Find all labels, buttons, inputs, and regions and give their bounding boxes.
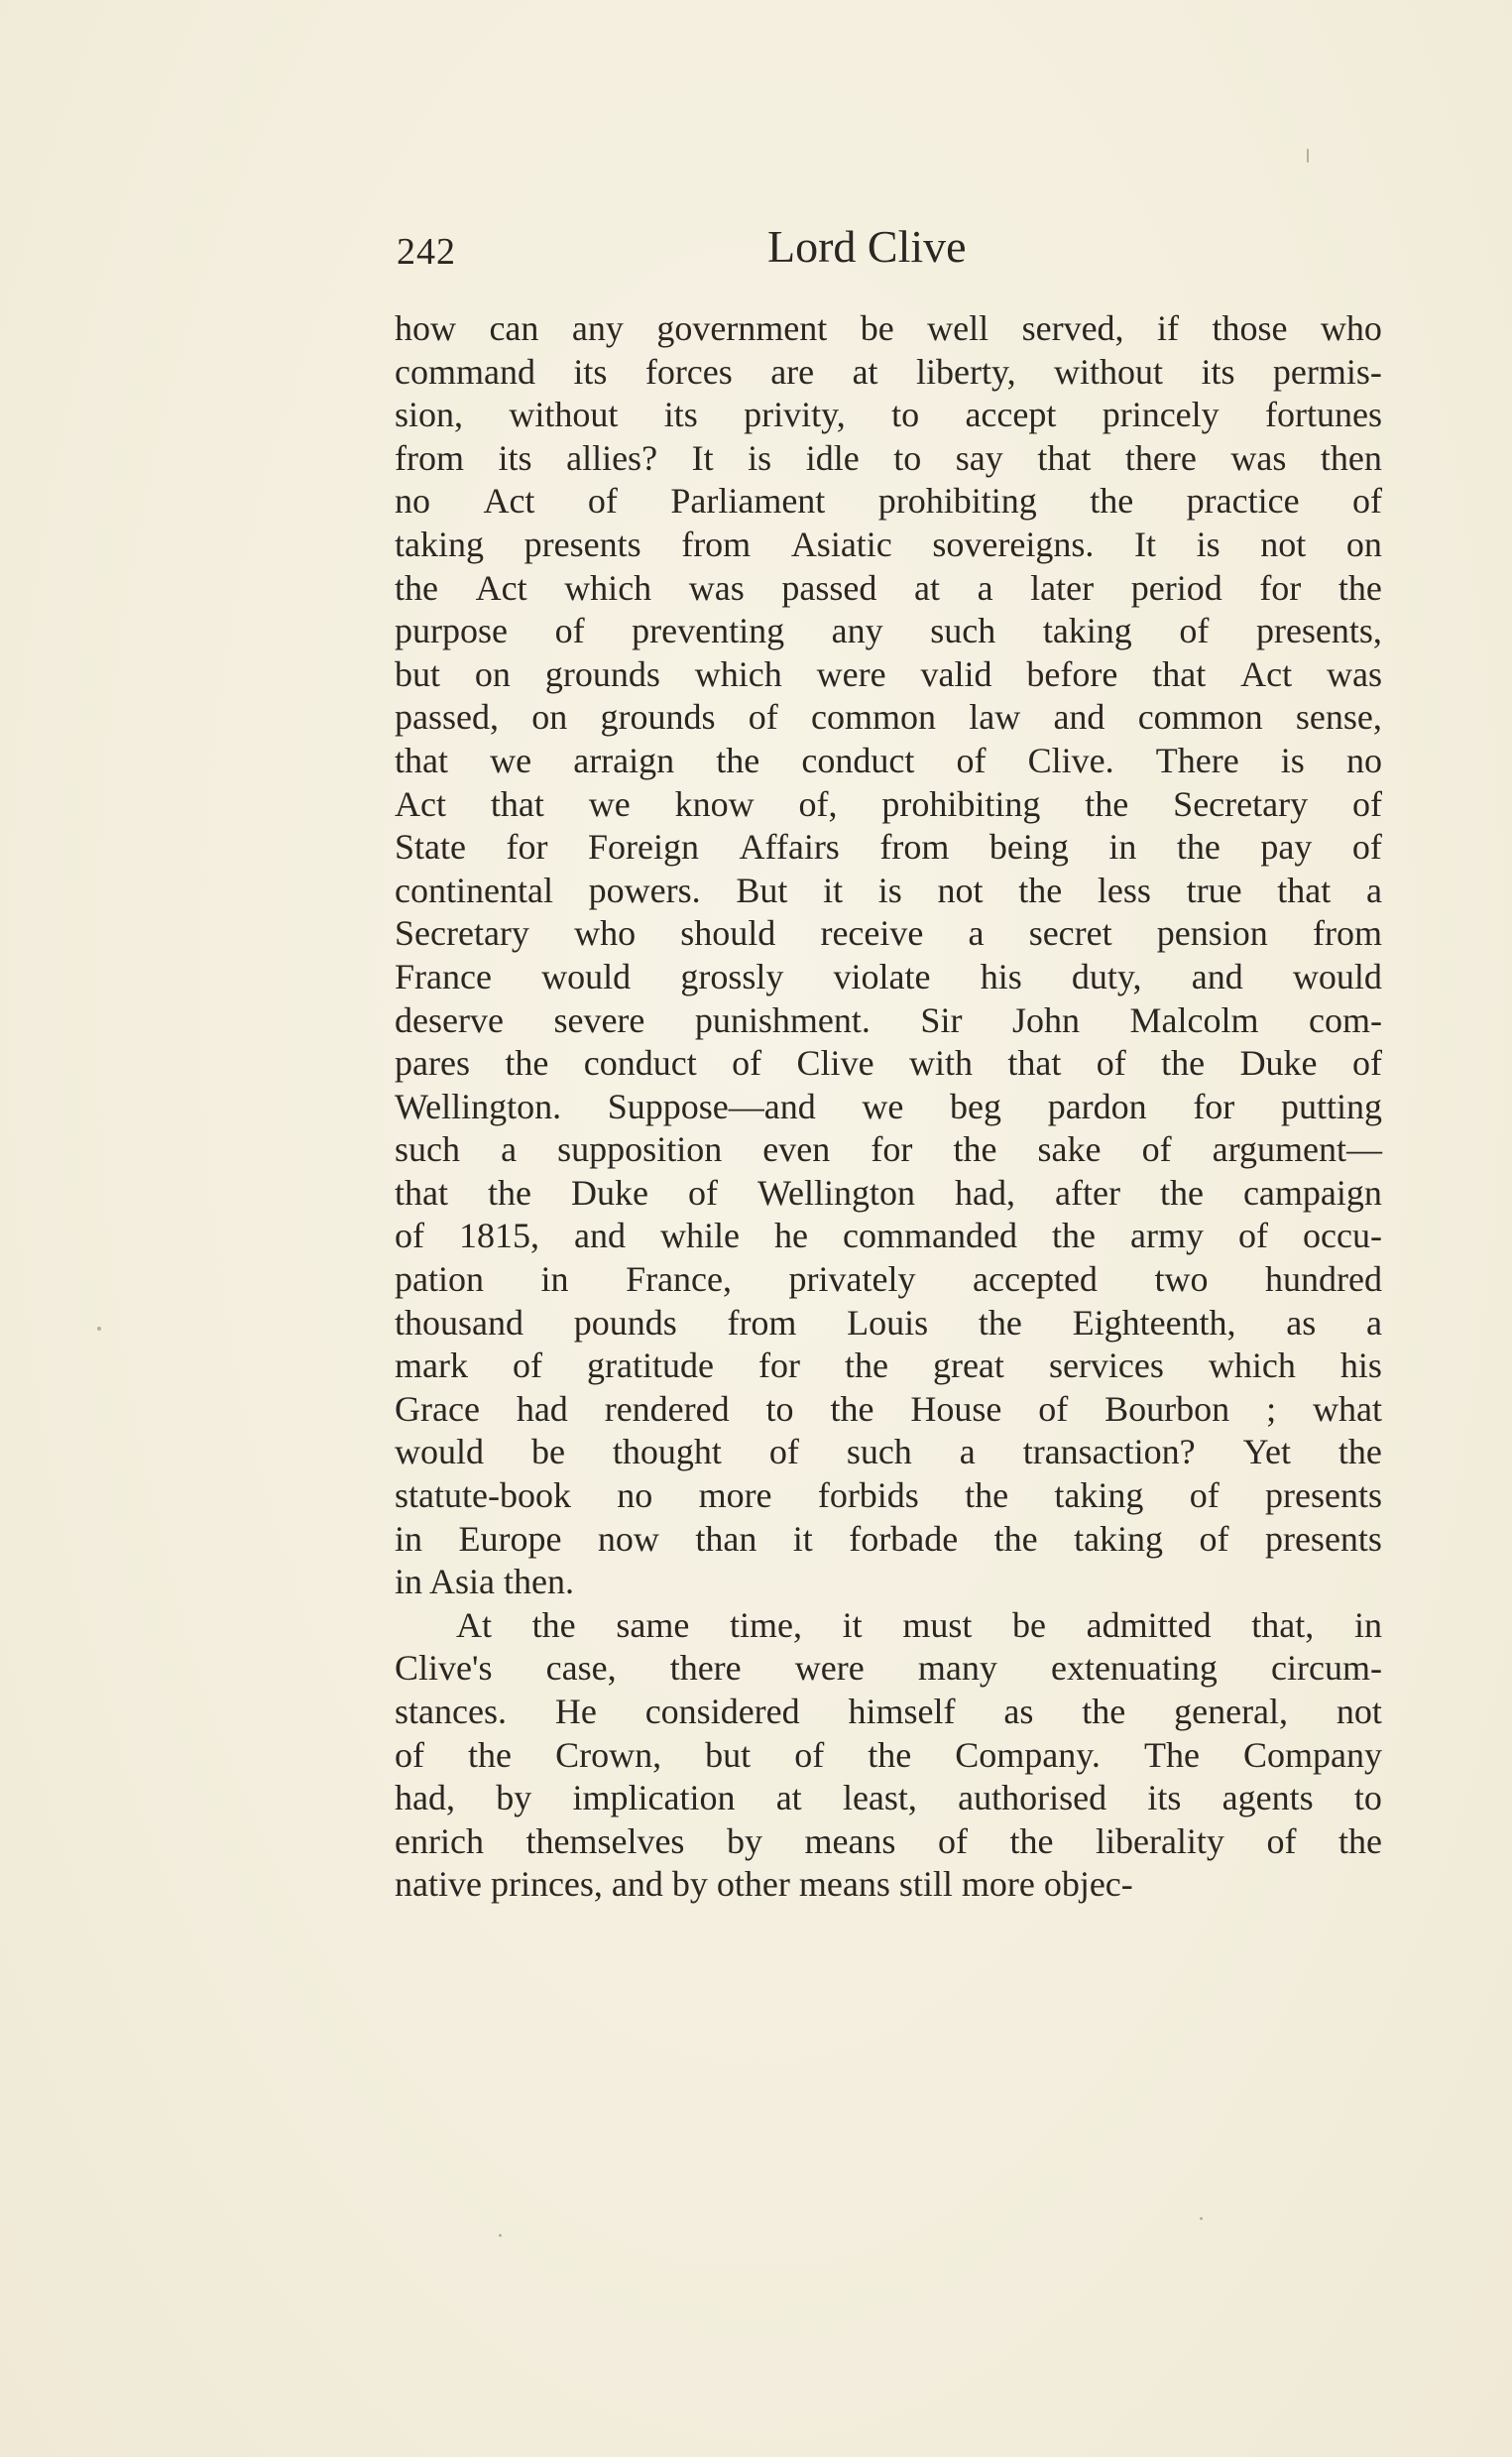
paper-speck bbox=[97, 1327, 101, 1331]
text-line: Act that we know of, prohibiting the Secretary of bbox=[395, 783, 1382, 824]
text-line: At the same time, it must be admitted that, in bbox=[456, 1604, 1382, 1645]
paper-speck bbox=[1200, 2217, 1203, 2220]
text-line: stances. He considered himself as the general, not bbox=[395, 1692, 1382, 1731]
text-line: that the Duke of Wellington had, after the campaign bbox=[395, 1172, 1382, 1213]
text-line: Wellington. Suppose—and we beg pardon for putting bbox=[395, 1086, 1382, 1126]
text-line: taking presents from Asiatic sovereigns. It is not on bbox=[395, 524, 1382, 564]
text-line: had, by implication at least, authorised its agents to bbox=[395, 1778, 1382, 1818]
text-line: but on grounds which were valid before that Act was bbox=[395, 653, 1382, 694]
text-line: how can any government be well served, if those who bbox=[395, 308, 1382, 348]
text-line: statute-book no more forbids the taking of presents bbox=[395, 1475, 1382, 1516]
text-line: State for Foreign Affairs from being in the pay of bbox=[395, 827, 1382, 868]
text-line: from its allies? It is idle to say that there was then bbox=[395, 437, 1382, 478]
paper-speck bbox=[1307, 149, 1309, 163]
text-line: mark of gratitude for the great services which his bbox=[395, 1346, 1382, 1386]
text-line: such a supposition even for the sake of argument— bbox=[395, 1129, 1382, 1170]
paper-speck bbox=[499, 2234, 502, 2237]
text-line: France would grossly violate his duty, and would bbox=[395, 956, 1382, 996]
text-line: in Asia then. bbox=[395, 1562, 574, 1602]
text-line: deserve severe punishment. Sir John Malcolm com- bbox=[395, 999, 1382, 1040]
text-line: enrich themselves by means of the liberality of the bbox=[395, 1820, 1382, 1861]
text-line: no Act of Parliament prohibiting the practice of bbox=[395, 481, 1382, 522]
text-line: would be thought of such a transaction? Yet the bbox=[395, 1432, 1382, 1472]
text-line: of 1815, and while he commanded the army of occu- bbox=[395, 1216, 1382, 1256]
page-header bbox=[397, 220, 1388, 290]
text-line: Grace had rendered to the House of Bourbon ; what bbox=[395, 1388, 1382, 1429]
text-line: Secretary who should receive a secret pension from bbox=[395, 913, 1382, 954]
text-line: purpose of preventing any such taking of presents, bbox=[395, 611, 1382, 651]
text-line: of the Crown, but of the Company. The Company bbox=[395, 1734, 1382, 1775]
text-line: that we arraign the conduct of Clive. There is no bbox=[395, 740, 1382, 780]
text-line: command its forces are at liberty, without its permis- bbox=[395, 351, 1382, 392]
text-line: passed, on grounds of common law and common sense, bbox=[395, 697, 1382, 738]
running-title: Lord Clive bbox=[767, 221, 967, 272]
text-line: pares the conduct of Clive with that of the Duke of bbox=[395, 1043, 1382, 1084]
text-line: pation in France, privately accepted two hundred bbox=[395, 1259, 1382, 1300]
page-number: 242 bbox=[397, 231, 456, 273]
body-text bbox=[395, 307, 1382, 1907]
text-line: thousand pounds from Louis the Eighteenth, as a bbox=[395, 1302, 1382, 1343]
text-line: Clive's case, there were many extenuating circum- bbox=[395, 1648, 1382, 1689]
text-line: the Act which was passed at a later period for the bbox=[395, 567, 1382, 608]
text-line: native princes, and by other means still more objec- bbox=[395, 1864, 1133, 1905]
text-line: continental powers. But it is not the less true that a bbox=[395, 870, 1382, 910]
text-line: in Europe now than it forbade the taking of presents bbox=[395, 1518, 1382, 1559]
text-line: sion, without its privity, to accept princely fortunes bbox=[395, 395, 1382, 435]
